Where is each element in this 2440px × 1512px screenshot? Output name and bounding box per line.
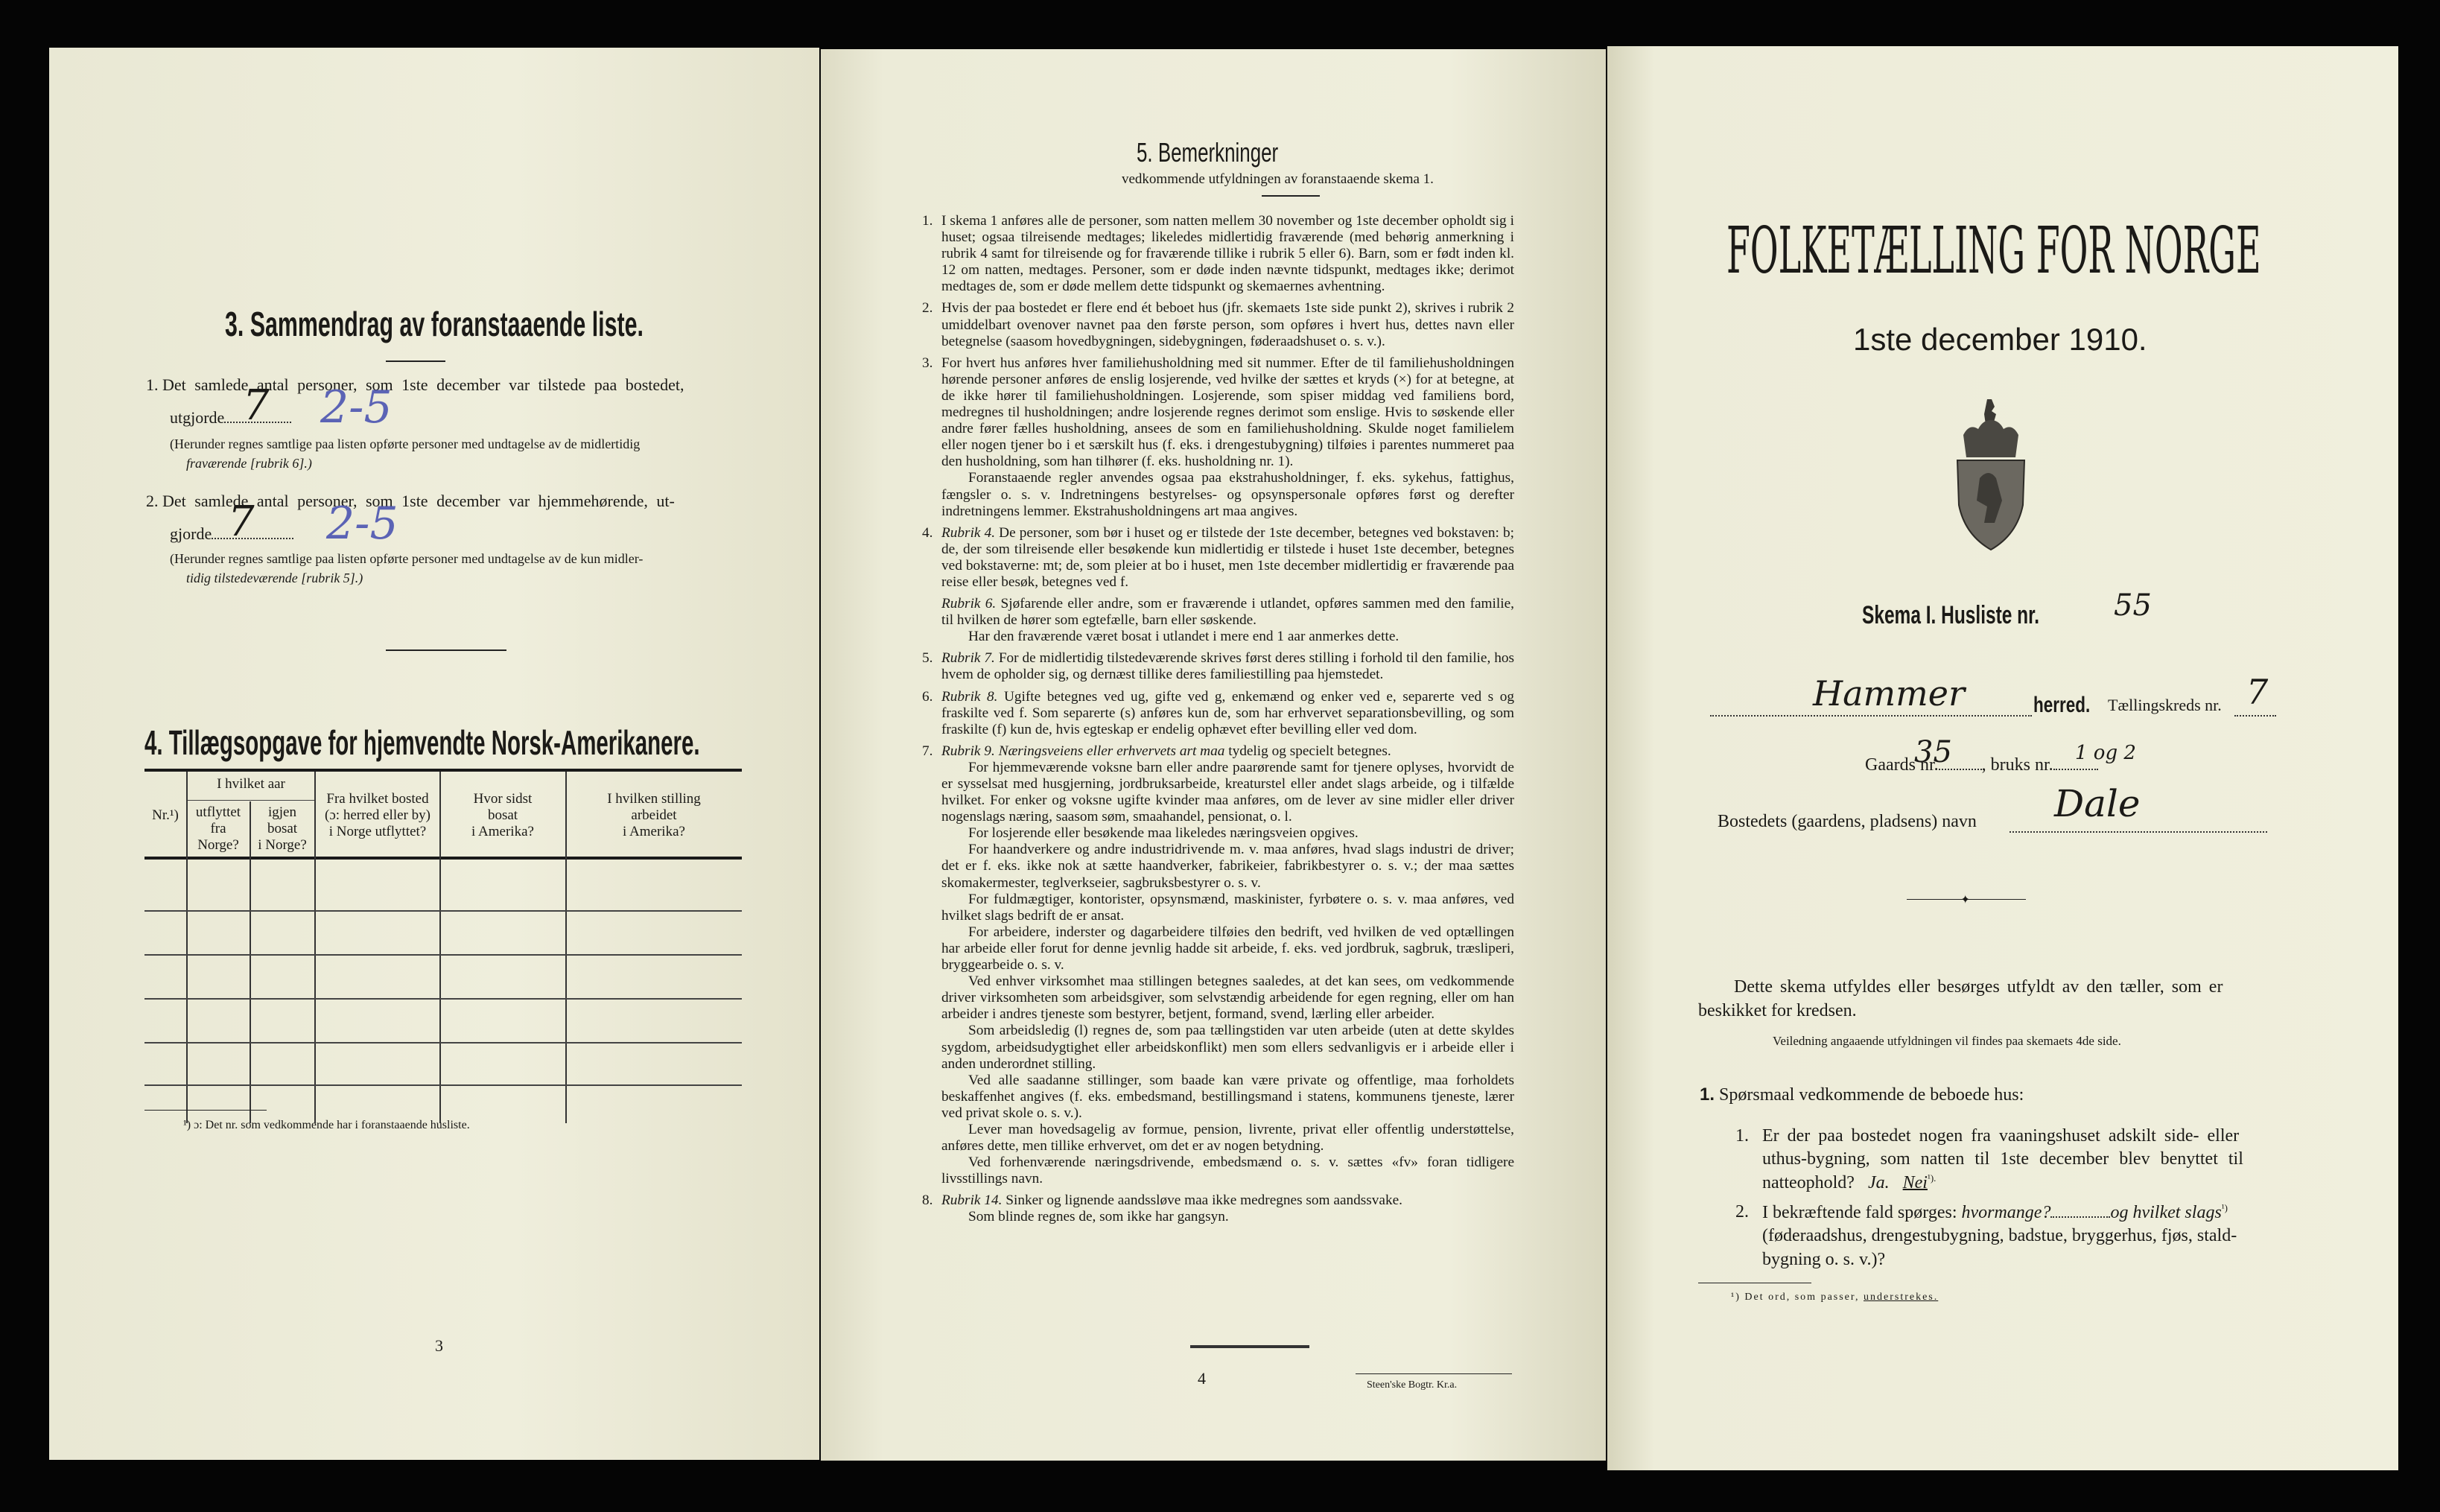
item-paragraph: Som arbeidsledig (l) regnes de, som paa tællingstiden var uten arbeide (uten at dette skyldes sygdom, arbeidsudygtighet eller arbeidskonflikt) men som ellers sedvanligvis er i arbeide eller i anden underordnet stilling.: [941, 1023, 1514, 1072]
item-number: 4.: [922, 524, 933, 541]
section-4-title: 4. Tillægsopgave for hjemvendte Norsk-Amerikanere.: [144, 723, 700, 762]
ornament-icon: ✦: [1960, 894, 1971, 906]
item-text: For de midlertidig tilstedeværende skrives først deres stilling i forhold til den familie, hos hvem de opholder sig, og dernæst tillike deres familiestilling paa hjemstedet.: [941, 650, 1514, 683]
intro-text: Dette skema utfyldes eller besørges utfyldt av den tæller, som er: [1734, 977, 2223, 997]
remark-item: [922, 300, 1514, 349]
remark-item: [922, 1192, 1514, 1225]
header-utflyttet: utflyttet fra Norge?: [195, 804, 241, 853]
divider: [1190, 1345, 1309, 1348]
item-number: 1.: [922, 213, 933, 229]
remark-item: [922, 355, 1514, 520]
item-text: De personer, som bør i huset og er tilstede der 1ste december, betegnes ved bokstaven: b; de, der som tilreisende eller besøkende kun midlertidig er tilstede i huset 1ste december, betegnes ved bokstaverne: mt; de, som pleier at bo i huset, men 1ste december midlertidig er fraværende paa reise eller besøk, betegnes ved f.: [941, 524, 1514, 590]
item-number: 6.: [922, 688, 933, 705]
herred-value: Hammer: [1813, 673, 1965, 714]
table-row[interactable]: [144, 1042, 742, 1044]
item-number: 8.: [922, 1192, 933, 1209]
section-3-title: 3. Sammendrag av foranstaaende liste.: [225, 305, 644, 343]
handwritten-blue-annotation: 2-5: [326, 498, 398, 550]
item-paragraph: For arbeidere, inderster og dagarbeidere tilføies den bedrift, ved hvilken de ved optællingen har arbeide eller forut for denne jevnlig hadde sit arbeide, f. eks. ved jordbruk, sagbruk, træsliperi, bryggearbeide o. s. v.: [941, 924, 1514, 973]
front-page: FOLKETÆLLING FOR NORGE 1ste december 1910. Skema I. Husliste nr. 55 Hammer herred. Tællingskreds nr. 7 Gaards nr. , bruks nr. 35 1 og 2 Bostedets (gaardens, pladsens) navn Dale ✦ Dette skema utfyldes eller besørges utfyldt av den tæller, som er beskikket for kredsen. Veiledning angaaende utfyldningen vil findes paa skemaets 4de side. 1. Spørsmaal vedkommende de beboede hus: 1. Er der paa bostedet nogen fra vaaningshuset adskilt side- eller uthus-bygning, som natten til 1ste december blev benyttet til natteophold? Ja. Nei$^{^1).}$ 2. I bekræftende fald spørges: hvormange? og hvilket slags$^{^1)}$ (føderaadshus, drengestubygning, badstue, bryggerhus, fjøs, stald- bygning o. s. v.)? ¹) Det ord, som passer, understrekes.: [1607, 46, 2398, 1470]
rubrik-label: Rubrik 6.: [941, 596, 997, 612]
bosted-value: Dale: [2054, 782, 2141, 825]
gaards-label: Gaards nr.: [1865, 755, 1939, 775]
item-number: 3.: [922, 355, 933, 371]
rubrik-label: Rubrik 7.: [941, 650, 995, 667]
table-row[interactable]: [144, 954, 742, 956]
bosted-field[interactable]: [2009, 831, 2267, 833]
coat-of-arms-icon: [1950, 396, 2032, 551]
herred-label: herred.: [2033, 693, 2091, 717]
answer-nei-underlined[interactable]: Nei: [1902, 1173, 1928, 1192]
page-number: 3: [435, 1336, 443, 1355]
census-date: 1ste december 1910.: [1853, 322, 2147, 357]
header-fra-bosted: Fra hvilket bosted (ɔ: herred eller by) i Norge utflyttet?: [325, 791, 431, 839]
kreds-label: Tællingskreds nr.: [2108, 696, 2222, 714]
header-stilling: I hvilken stilling arbeidet i Amerika?: [607, 791, 701, 839]
bruks-label: , bruks nr.: [1981, 755, 2053, 775]
divider: [386, 649, 506, 651]
divider: [1262, 195, 1320, 197]
norsk-amerikanere-table: [144, 769, 742, 1126]
item-paragraph: Ved enhver virksomhet maa stillingen betegnes saaledes, at det kan sees, om vedkommende driver virksomheten som arbeidsgiver, som selvstændig arbeidende for egen regning, eller om han arbeider i andres tjeneste som bestyrer, betjent, formand, svend, lærling eller arbeider.: [941, 973, 1514, 1023]
question-1: Er der paa bostedet nogen fra vaaningshuset adskilt side- eller: [1762, 1126, 2240, 1146]
summary-item-2: 2. Det samlede antal personer, som 1ste december var hjemmehørende, ut-: [146, 492, 675, 510]
herred-field[interactable]: [1710, 715, 2032, 717]
skema-label: Skema I. Husliste nr.: [1862, 601, 2040, 629]
table-row[interactable]: [144, 1084, 742, 1086]
item-paragraph: Ved forhenværende næringsdrivende, embedsmænd o. s. v. sættes «fv» foran tidligere livsstillings navn.: [941, 1154, 1514, 1187]
item-paragraph: For fuldmægtiger, kontorister, opsynsmænd, maskinister, fyrbøtere o. s. v. maa anføres, ved hvilket slags bedrift de er ansat.: [941, 891, 1514, 924]
item-text: tydelig og specielt betegnes.: [1228, 743, 1391, 759]
remarks-subtitle: vedkommende utfyldningen av foranstaaende skema 1.: [1122, 171, 1434, 187]
question-section: 1. Spørsmaal vedkommende de beboede hus:: [1700, 1084, 2024, 1105]
remark-item: [922, 525, 1514, 591]
header-nr: Nr.¹): [152, 807, 179, 823]
bosted-label: Bostedets (gaardens, pladsens) navn: [1718, 812, 1977, 831]
item-text: I skema 1 anføres alle de personer, som natten mellem 30 november og 1ste december opholdt sig i huset; ogsaa tilreisende medtages; likeledes midlertidig fraværende (med behørig anmerkning i rubrik 4 samt for tilreisende og for fraværende tillike i rubrik 5 eller 6). Barn, som er født inden kl. 12 om natten, medtages. Personer, som er døde inden nævnte tidspunkt, medtages ikke; derimot medtages de, som er døde mellem dette tidspunkt og skemaernes avhentning.: [941, 213, 1514, 295]
remark-item: [922, 596, 1514, 645]
item-paragraph: Lever man hovedsagelig av formue, pension, livrente, privat eller offentlig understøttelse, anføres dette, men tillike erhvervet, om det er av nogen betydning.: [941, 1121, 1514, 1154]
table-row[interactable]: [144, 910, 742, 912]
field-label-gjorde: gjorde: [170, 524, 212, 543]
item-text: Ugifte betegnes ved ug, gifte ved g, enkemænd og enker ved e, separerte ved s og fraskilte ved f. Som separerte (s) anføres kun de, som har erhvervet separationsbevilling, og som fraskilte (f) kun de, hvis egteskap er endelig ophævet efter bevilling eller ved dom.: [941, 688, 1514, 737]
page-number: 4: [1198, 1369, 1206, 1388]
item-paragraph: For hjemmeværende voksne barn eller andre paarørende samt for tjenere oplyses, hvorvidt de er sysselsat med husgjerning, jordbruksarbeide, kreaturstel eller andet slags arbeide, og i tilfælde hvilket. For enker og voksne ugifte kvinder maa anføres, om de lever av sine midler eller driver nogenslags næring, saasom søm, smaahandel, pensionat, o. l.: [941, 759, 1514, 825]
page-4: [821, 49, 1606, 1461]
item-text: For hvert hus anføres hver familiehusholdning med sit nummer. Efter de til familiehusholdningen hørende personer anføres de enslig losjerende, ved hvilke der sættes et kryds (×) for at betegne, at de ikke hører til familiehusholdningen. Losjerende, som spiser middag ved familiens bord, medregnes til husholdningen; andre losjerende regnes derimot som enslige. Hvis to søskende eller andre fører fælles husholdning, ansees de som en familiehusholdning. Skulde noget familielem eller nogen tjener bo i et særskilt hus (f. eks. i drengestubygning) tilføies i parentes nummeret paa den husholdning, som han tilhører (f. eks. husholdning nr. 1).: [941, 355, 1514, 470]
rubrik-label: Rubrik 14.: [941, 1192, 1003, 1209]
remarks-title: 5. Bemerkninger: [1137, 137, 1279, 168]
field-label-utgjorde: utgjorde: [170, 408, 225, 427]
page-3: 3. Sammendrag av foranstaaende liste. 1. Det samlede antal personer, som 1ste december var tilstede paa bostedet, utgjorde 7 2-5 (Herunder regnes samtlige paa listen opførte personer med undtagelse av de midlertidig fraværende [rubrik 6].) 2. Det samlede antal personer, som 1ste december var hjemmehørende, ut- gjorde 7 2-5 (Herunder regnes samtlige paa listen opførte personer med undtagelse av de kun midler- tidig tilstedeværende [rubrik 5].) 4. Tillægsopgave for hjemvendte Norsk-Amerikanere. Nr.¹) I hvilket aar utflyttet fra Norge? igjen bosat i Norge? Fra hvilket bosted (ɔ: herred eller by) i Norge utflyttet? Hvor sidst bosat i Amerika? I hvilken stilling arbeidet i Amerika? ¹) ɔ: Det nr. som vedkommende har i foranstaaende husliste. 3: [49, 48, 819, 1460]
header-hvor-bosat: Hvor sidst bosat i Amerika?: [471, 791, 534, 839]
kreds-field[interactable]: [2234, 715, 2276, 717]
remark-item: [922, 213, 1514, 295]
bruks-number: 1 og 2: [2075, 742, 2136, 764]
header-igjen-bosat: igjen bosat i Norge?: [258, 804, 307, 853]
item-paragraph: For haandverkere og andre industridrivende m. v. maa anføres, hvad slags industri de driver; det er f. eks. ikke nok at sætte haandverker, fabrikeier, fabrikbestyrer o. s. v.; der maa sættes skomakermester, teglverkseier, sagbruksbestyrer o. s. v.: [941, 842, 1514, 891]
hvormange-field[interactable]: [2050, 1206, 2110, 1218]
census-title: FOLKETÆLLING FOR NORGE: [1726, 213, 2261, 288]
rubrik-label: Rubrik 9. Næringsveiens eller erhvervets art maa: [941, 743, 1225, 759]
remark-item: [922, 689, 1514, 738]
remark-item: [922, 743, 1514, 1188]
item-text: Sjøfarende eller andre, som er fraværende i utlandet, opføres sammen med den familie, til hvilken de hører som egtefælle, barn eller søskende.: [941, 596, 1515, 629]
table-row[interactable]: [144, 998, 742, 1000]
item-paragraph: Ved alle saadanne stillinger, som baade kan være private og offentlige, maa forholdets beskaffenhet angives (f. eks. embedsmand, bestillingsmand i statens, kommunens tjeneste, lærer ved privat skole o. s. v.).: [941, 1072, 1514, 1121]
item-text: Sinker og lignende aandssløve maa ikke medregnes som aandssvake.: [1005, 1192, 1403, 1209]
handwritten-present-count: 7: [243, 381, 270, 430]
table-footnote: ¹) ɔ: Det nr. som vedkommende har i foranstaaende husliste.: [183, 1119, 470, 1131]
item-paragraph: Foranstaaende regler anvendes ogsaa paa ekstrahusholdninger, f. eks. sykehus, fattighus, fængsler o. s. v. Indretningens bestyrelses- og opsynspersonale opføres først og derefter indretningens lemmer. Ekstrahusholdningens art maa angives.: [941, 470, 1514, 519]
remark-item: [922, 650, 1514, 683]
item-number: 5.: [922, 650, 933, 667]
husliste-number[interactable]: 55: [2114, 588, 2152, 623]
item-paragraph: For losjerende eller besøkende maa likeledes næringsveien opgives.: [968, 825, 1359, 842]
divider: [386, 360, 445, 362]
printer-imprint: Steen'ske Bogtr. Kr.a.: [1367, 1379, 1458, 1391]
remarks-list: [922, 213, 1514, 1231]
guidance-note: Veiledning angaaende utfyldningen vil findes paa skemaets 4de side.: [1773, 1034, 2121, 1048]
summary-note-2: (Herunder regnes samtlige paa listen opførte personer med undtagelse av de kun midler-: [170, 551, 644, 566]
rubrik-label: Rubrik 4.: [941, 524, 996, 541]
header-i-hvilket-aar: I hvilket aar: [217, 776, 285, 792]
kreds-number: 7: [2246, 672, 2269, 712]
item-paragraph: Har den fraværende været bosat i utlandet i mere end 1 aar anmerkes dette.: [968, 629, 1399, 645]
item-paragraph: Som blinde regnes de, som ikke har gangsyn.: [968, 1209, 1229, 1225]
gaards-number: 35: [1914, 735, 1952, 769]
summary-item-1: 1. Det samlede antal personer, som 1ste december var tilstede paa bostedet,: [146, 375, 684, 394]
item-number: 2.: [922, 300, 933, 317]
item-text: Hvis der paa bostedet er flere end ét beboet hus (jfr. skemaets 1ste side punkt 2), skrives i rubrik 2 umiddelbart ovenover navnet paa den første person, som opføres i hvert hus, dettes navn eller betegnelse (saasom hovedbygningen, sidebygningen, føderaadshuset o. s. v.).: [941, 300, 1514, 349]
item-number: 7.: [922, 743, 933, 759]
question-2: I bekræftende fald spørges: hvormange? og hvilket slags$^{^1)}$: [1762, 1202, 2228, 1222]
handwritten-blue-annotation: 2-5: [320, 381, 393, 433]
footnote: ¹) Det ord, som passer, understrekes.: [1731, 1292, 1939, 1303]
rubrik-label: Rubrik 8.: [941, 688, 998, 705]
handwritten-resident-count: 7: [228, 498, 255, 546]
summary-note-1: (Herunder regnes samtlige paa listen opførte personer med undtagelse av de midlertidig: [170, 436, 641, 451]
answer-ja[interactable]: Ja.: [1867, 1173, 1890, 1192]
